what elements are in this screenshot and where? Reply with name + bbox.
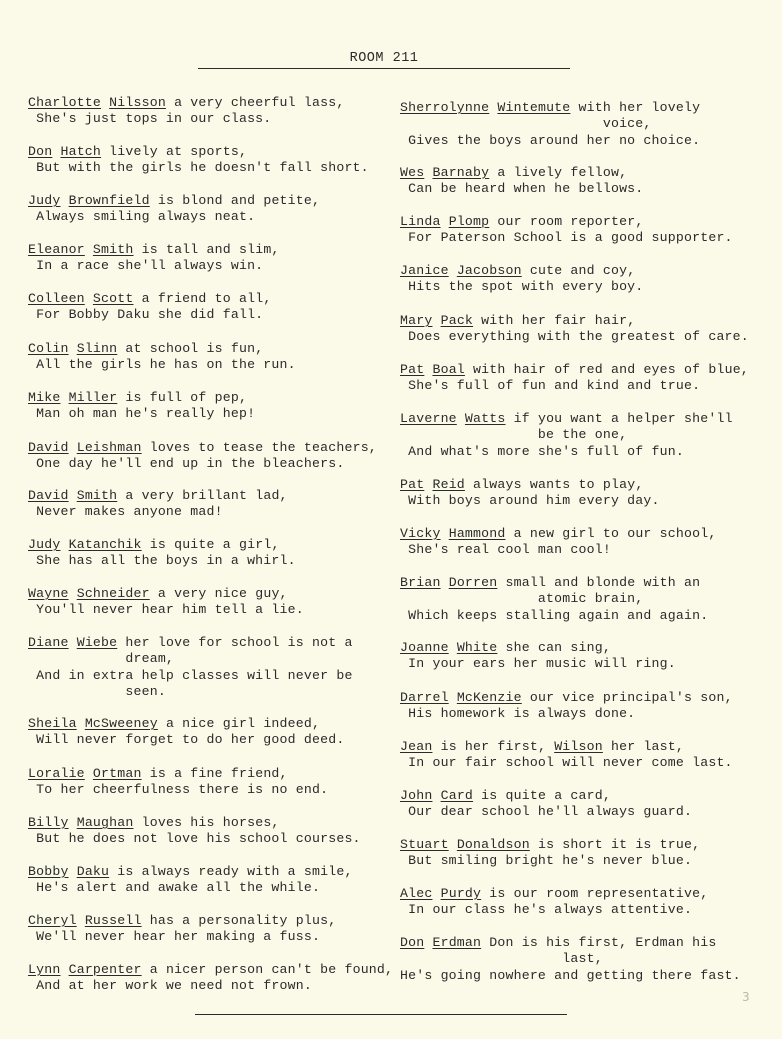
verse-text: small and blonde with an — [497, 575, 701, 590]
verse-text: if you want a helper she'll — [505, 411, 733, 426]
verse-text: Can be heard when he bellows. — [400, 181, 644, 197]
student-name: Nilsson — [109, 95, 166, 110]
student-name: Wiebe — [76, 635, 118, 650]
verse-text — [449, 837, 457, 852]
verse-text — [449, 640, 457, 655]
poem-verse — [400, 214, 772, 247]
student-name: Smith — [76, 488, 118, 503]
title-rule-left — [198, 54, 347, 69]
verse-line — [28, 929, 400, 945]
verse-text: voice, — [400, 116, 652, 132]
student-name: Linda — [400, 214, 441, 229]
student-name: Katanchik — [68, 537, 142, 552]
verse-line — [28, 684, 400, 700]
poem-verse — [400, 100, 772, 149]
verse-line — [28, 766, 400, 782]
verse-line — [400, 116, 772, 132]
verse-line — [400, 788, 772, 804]
verse-text — [69, 341, 77, 356]
verse-text: In our fair school will never come last. — [400, 755, 733, 771]
student-name: Boal — [432, 362, 465, 377]
student-name: Judy — [28, 537, 61, 552]
student-name: Wilson — [554, 739, 603, 754]
verse-text: She's full of fun and kind and true. — [400, 378, 701, 394]
student-name: Wintemute — [497, 100, 571, 115]
verse-line — [28, 341, 400, 357]
verse-line — [28, 602, 400, 618]
verse-text — [101, 95, 109, 110]
student-name: McKenzie — [456, 690, 522, 705]
verse-text: But smiling bright he's never blue. — [400, 853, 693, 869]
verse-line — [400, 279, 772, 295]
student-name: Colleen — [28, 291, 85, 306]
poem-verse — [400, 165, 772, 198]
student-name: Watts — [464, 411, 506, 426]
poem-verse — [400, 690, 772, 723]
verse-text: But he does not love his school courses. — [28, 831, 361, 847]
student-name: McSweeney — [84, 716, 158, 731]
verse-line — [400, 739, 772, 755]
verse-line — [28, 864, 400, 880]
verse-line — [400, 493, 772, 509]
poem-verse — [400, 575, 772, 624]
verse-line — [28, 242, 400, 258]
student-name: Schneider — [76, 586, 150, 601]
verse-line — [400, 411, 772, 427]
verse-text: lively at sports, — [101, 144, 248, 159]
verse-text: loves his horses, — [133, 815, 280, 830]
student-name: Maughan — [76, 815, 134, 830]
verse-line — [400, 477, 772, 493]
verse-text: a new girl to our school, — [505, 526, 717, 541]
verse-text: last, — [400, 951, 603, 967]
verse-text: our room reporter, — [489, 214, 644, 229]
verse-text: Our dear school he'll always guard. — [400, 804, 693, 820]
verse-text: She has all the boys in a whirl. — [28, 553, 296, 569]
verse-text: is always ready with a smile, — [109, 864, 353, 879]
student-name: Plomp — [448, 214, 490, 229]
student-name: David — [28, 488, 69, 503]
verse-line — [400, 100, 772, 116]
verse-line — [400, 362, 772, 378]
verse-text: a very brillant lad, — [117, 488, 288, 503]
verse-line — [28, 357, 400, 373]
verse-text — [441, 214, 449, 229]
verse-text: be the one, — [400, 427, 628, 443]
student-name: Loralie — [28, 766, 85, 781]
verse-line — [28, 95, 400, 111]
verse-line — [28, 635, 400, 651]
verse-line — [400, 837, 772, 853]
verse-text: For Bobby Daku she did fall. — [28, 307, 264, 323]
poem-verse — [400, 477, 772, 510]
verse-line — [400, 951, 772, 967]
verse-text — [60, 390, 68, 405]
poem-verse — [28, 635, 400, 701]
verse-line — [400, 656, 772, 672]
student-name: Scott — [92, 291, 134, 306]
verse-text: Hits the spot with every boy. — [400, 279, 644, 295]
verse-text: a friend to all, — [133, 291, 272, 306]
verse-line — [28, 291, 400, 307]
verse-text: seen. — [28, 684, 166, 700]
verse-text — [432, 788, 440, 803]
verse-line — [28, 488, 400, 504]
verse-line — [400, 542, 772, 558]
verse-text: Always smiling always neat. — [28, 209, 256, 225]
poem-verse — [28, 440, 400, 473]
verse-line — [400, 444, 772, 460]
student-name: Sheila — [28, 716, 77, 731]
title-rule-right — [421, 54, 570, 69]
verse-text — [69, 440, 77, 455]
verse-text — [441, 526, 449, 541]
student-name: Leishman — [76, 440, 142, 455]
verse-text — [60, 962, 68, 977]
student-name: Russell — [84, 913, 142, 928]
verse-text: is tall and slim, — [133, 242, 280, 257]
verse-text: He's going nowhere and getting there fast. — [400, 967, 741, 983]
verse-line — [400, 706, 772, 722]
student-name: Pat — [400, 477, 425, 492]
verse-line — [28, 651, 400, 667]
student-name: Jacobson — [456, 263, 522, 278]
verse-line — [28, 456, 400, 472]
student-name: Purdy — [440, 886, 482, 901]
poem-verse — [28, 341, 400, 374]
verse-line — [28, 586, 400, 602]
verse-text: with her fair hair, — [473, 313, 636, 328]
verse-text: Does everything with the greatest of care. — [400, 329, 749, 345]
verse-text: dream, — [28, 651, 175, 667]
verse-text: And what's more she's full of fun. — [400, 443, 684, 459]
verse-text: All the girls he has on the run. — [28, 357, 296, 373]
verse-line — [400, 690, 772, 706]
student-name: Barnaby — [432, 165, 490, 180]
verse-line — [400, 526, 772, 542]
verse-line — [28, 880, 400, 896]
verse-line — [28, 716, 400, 732]
student-name: Card — [440, 788, 474, 803]
verse-text: You'll never hear him tell a lie. — [28, 602, 304, 618]
verse-text: her last, — [602, 739, 685, 754]
student-name: Pat — [400, 362, 425, 377]
poem-verse — [28, 586, 400, 619]
student-name: Carpenter — [68, 962, 142, 977]
verse-text — [60, 537, 68, 552]
verse-line — [400, 133, 772, 149]
verse-line — [28, 209, 400, 225]
student-name: Miller — [68, 390, 118, 405]
student-name: Hammond — [448, 526, 506, 541]
student-name: John — [400, 788, 433, 803]
poem-verse — [28, 242, 400, 275]
poem-verse — [28, 815, 400, 848]
room-title: ROOM 211 — [347, 50, 422, 69]
verse-text: Never makes anyone mad! — [28, 504, 223, 520]
student-name: Lynn — [28, 962, 61, 977]
student-name: Pack — [440, 313, 474, 328]
poem-verse — [28, 193, 400, 226]
poem-verse — [28, 95, 400, 128]
verse-line — [28, 111, 400, 127]
verse-line — [400, 902, 772, 918]
verse-text: But with the girls he doesn't fall short. — [28, 160, 369, 176]
student-name: Brian — [400, 575, 441, 590]
student-name: Hatch — [60, 144, 102, 159]
verse-text — [85, 242, 93, 257]
verse-line — [400, 853, 772, 869]
student-name: Dorren — [448, 575, 498, 590]
verse-line — [400, 427, 772, 443]
verse-line — [28, 831, 400, 847]
verse-line — [28, 815, 400, 831]
student-name: Reid — [432, 477, 465, 492]
student-name: Vicky — [400, 526, 441, 541]
student-name: Darrel — [400, 690, 449, 705]
verse-line — [400, 214, 772, 230]
verse-text: In our class he's always attentive. — [400, 902, 693, 918]
verse-text: Man oh man he's really hep! — [28, 406, 256, 422]
verse-text: And in extra help classes will never be — [28, 667, 353, 683]
student-name: Sherrolynne — [400, 100, 490, 115]
student-name: Stuart — [400, 837, 449, 852]
verse-line — [400, 755, 772, 771]
verse-text — [69, 635, 77, 650]
poem-verse — [28, 716, 400, 749]
student-name: Brownfield — [68, 193, 150, 208]
verse-text: Will never forget to do her good deed. — [28, 732, 345, 748]
verse-text: She's just tops in our class. — [28, 111, 272, 127]
verse-text: For Paterson School is a good supporter. — [400, 230, 733, 246]
verse-line — [400, 886, 772, 902]
verse-line — [28, 553, 400, 569]
verse-text — [457, 411, 465, 426]
student-name: Cheryl — [28, 913, 77, 928]
student-name: Ortman — [92, 766, 142, 781]
verse-text — [69, 815, 77, 830]
student-name: Don — [28, 144, 53, 159]
poem-verse — [400, 362, 772, 395]
verse-line — [400, 591, 772, 607]
student-name: Slinn — [76, 341, 118, 356]
poem-verse — [400, 886, 772, 919]
student-name: Judy — [28, 193, 61, 208]
poem-verse — [28, 488, 400, 521]
verse-line — [28, 668, 400, 684]
verse-line — [400, 263, 772, 279]
student-name: White — [456, 640, 498, 655]
verse-text: cute and coy, — [521, 263, 636, 278]
student-name: Billy — [28, 815, 69, 830]
verse-text: And at her work we need not frown. — [28, 978, 312, 994]
student-name: Laverne — [400, 411, 457, 426]
student-name: Jean — [400, 739, 433, 754]
verse-text: with hair of red and eyes of blue, — [464, 362, 749, 377]
verse-line — [28, 440, 400, 456]
verse-text: is a fine friend, — [141, 766, 288, 781]
poem-verse — [28, 390, 400, 423]
student-name: Daku — [76, 864, 110, 879]
page-title — [198, 50, 570, 69]
verse-text: In a race she'll always win. — [28, 258, 264, 274]
student-name: Charlotte — [28, 95, 102, 110]
verse-text: at school is fun, — [117, 341, 264, 356]
verse-line — [28, 390, 400, 406]
verse-line — [400, 640, 772, 656]
verse-line — [400, 575, 772, 591]
poem-verse — [28, 537, 400, 570]
verse-line — [28, 913, 400, 929]
verse-line — [28, 144, 400, 160]
poem-verse — [28, 962, 400, 995]
verse-text: To her cheerfulness there is no end. — [28, 782, 329, 798]
poem-verse — [400, 263, 772, 296]
verse-line — [28, 193, 400, 209]
student-name: Eleanor — [28, 242, 85, 257]
verse-text: Gives the boys around her no choice. — [400, 132, 701, 148]
verse-line — [28, 406, 400, 422]
verse-line — [400, 935, 772, 951]
bottom-rule — [195, 1014, 567, 1015]
student-name: Joanne — [400, 640, 449, 655]
verse-line — [28, 978, 400, 994]
verse-text: is her first, — [432, 739, 555, 754]
verse-line — [400, 968, 772, 984]
poem-verse — [400, 739, 772, 772]
student-name: Erdman — [432, 935, 482, 950]
student-name: Janice — [400, 263, 449, 278]
verse-text: Don is his first, Erdman his — [481, 935, 717, 950]
verse-text — [449, 690, 457, 705]
poem-verse — [400, 935, 772, 984]
student-name: Alec — [400, 886, 433, 901]
verse-text — [449, 263, 457, 278]
verse-line — [400, 329, 772, 345]
poem-verse — [400, 313, 772, 346]
verse-text: She's real cool man cool! — [400, 542, 611, 558]
student-name: Diane — [28, 635, 69, 650]
verse-text: her love for school is not a — [117, 635, 353, 650]
verse-text: atomic brain, — [400, 591, 644, 607]
poem-verse — [400, 837, 772, 870]
student-name: Wayne — [28, 586, 69, 601]
verse-text — [432, 313, 440, 328]
verse-text: is quite a card, — [473, 788, 611, 803]
verse-text: a nicer person can't be found, — [141, 962, 394, 977]
student-name: Bobby — [28, 864, 69, 879]
page-number: 3 — [742, 990, 750, 1004]
verse-line — [28, 258, 400, 274]
verse-text: our vice principal's son, — [521, 690, 733, 705]
poem-verse — [28, 291, 400, 324]
verse-text — [441, 575, 449, 590]
verse-text: a very nice guy, — [149, 586, 288, 601]
verse-text: His homework is always done. — [400, 706, 636, 722]
verse-line — [28, 537, 400, 553]
student-name: David — [28, 440, 69, 455]
verse-text: is blond and petite, — [149, 193, 321, 208]
verse-line — [28, 504, 400, 520]
poem-verse — [28, 864, 400, 897]
verse-text — [77, 716, 85, 731]
student-name: Mary — [400, 313, 433, 328]
verse-text: has a personality plus, — [141, 913, 337, 928]
verse-line — [400, 181, 772, 197]
student-name: Colin — [28, 341, 69, 356]
verse-line — [28, 732, 400, 748]
verse-text — [69, 586, 77, 601]
verse-text: loves to tease the teachers, — [141, 440, 377, 455]
student-name: Mike — [28, 390, 61, 405]
verse-text: is our room representative, — [481, 886, 709, 901]
poem-verse — [400, 640, 772, 673]
verse-text: With boys around him every day. — [400, 493, 660, 509]
poem-verse — [400, 411, 772, 460]
verse-text: We'll never hear her making a fuss. — [28, 929, 321, 945]
verse-line — [400, 313, 772, 329]
verse-text: One day he'll end up in the bleachers. — [28, 456, 345, 472]
verse-text: with her lovely — [570, 100, 701, 115]
verse-text — [85, 766, 93, 781]
verse-line — [400, 378, 772, 394]
verse-text: a lively fellow, — [489, 165, 628, 180]
verse-text — [60, 193, 68, 208]
student-name: Smith — [92, 242, 134, 257]
verse-text: always wants to play, — [464, 477, 644, 492]
verse-text: is full of pep, — [117, 390, 248, 405]
verse-line — [28, 160, 400, 176]
verse-line — [400, 230, 772, 246]
verse-line — [400, 804, 772, 820]
verse-text — [69, 488, 77, 503]
poem-verse — [28, 913, 400, 946]
verse-line — [400, 165, 772, 181]
verse-text: a very cheerful lass, — [165, 95, 345, 110]
verse-text: a nice girl indeed, — [157, 716, 321, 731]
verse-text: He's alert and awake all the while. — [28, 880, 321, 896]
poem-verse — [28, 144, 400, 177]
verse-text: is quite a girl, — [141, 537, 280, 552]
verse-text — [69, 864, 77, 879]
verse-line — [400, 608, 772, 624]
verse-text: is short it is true, — [529, 837, 701, 852]
verse-text — [432, 886, 440, 901]
verse-text: she can sing, — [497, 640, 611, 655]
poem-verse — [400, 526, 772, 559]
verse-text — [77, 913, 85, 928]
poem-verse — [400, 788, 772, 821]
student-name: Don — [400, 935, 425, 950]
verse-text: In your ears her music will ring. — [400, 656, 676, 672]
verse-line — [28, 307, 400, 323]
student-name: Donaldson — [456, 837, 530, 852]
poem-verse — [28, 766, 400, 799]
student-name: Wes — [400, 165, 425, 180]
verse-line — [28, 962, 400, 978]
verse-text: Which keeps stalling again and again. — [400, 607, 709, 623]
verse-text — [85, 291, 93, 306]
verse-line — [28, 782, 400, 798]
